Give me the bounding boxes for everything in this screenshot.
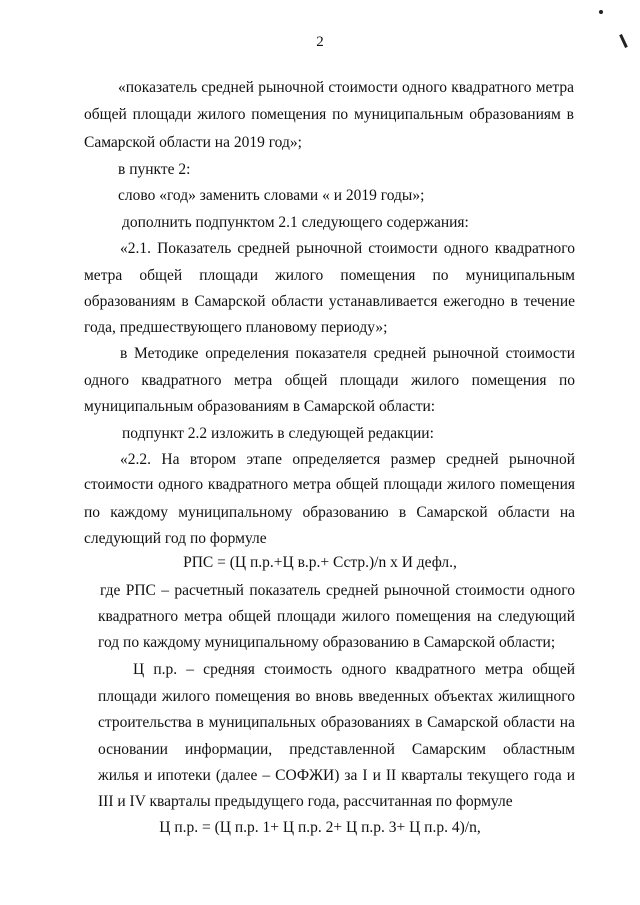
text-line: стоимости одного квадратного метра общей площади жилого помещения bbox=[84, 476, 575, 493]
text-line: образованиям в Самарской области устанавливается ежегодно в течение bbox=[84, 293, 575, 310]
text-line: следующий год по формуле bbox=[84, 530, 267, 547]
text-line: «2.1. Показатель средней рыночной стоимости одного квадратного bbox=[120, 240, 575, 257]
text-line: жилья и ипотеки (далее – СОФЖИ) за I и II кварталы текущего года и bbox=[98, 767, 575, 784]
text-line: площади жилого помещения во вновь введенных объектах жилищного bbox=[98, 688, 575, 705]
text-line: «2.2. На втором этапе определяется размер средней рыночной bbox=[120, 451, 575, 468]
text-line: муниципальным образованиям в Самарской области: bbox=[84, 398, 436, 415]
text-line: года, предшествующего плановому периоду»; bbox=[84, 319, 388, 336]
text-line: III и IV кварталы предыдущего года, рассчитанная по формуле bbox=[98, 793, 513, 810]
text-line: основании информации, представленной Самарским областным bbox=[98, 741, 575, 758]
text-line: в пункте 2: bbox=[118, 161, 191, 178]
page-number: 2 bbox=[316, 34, 324, 50]
formula-cpr: Ц п.р. = (Ц п.р. 1+ Ц п.р. 2+ Ц п.р. 3+ Ц п.р. 4)/n, bbox=[159, 819, 481, 836]
text-line: дополнить подпунктом 2.1 следующего содержания: bbox=[122, 214, 469, 231]
text-line: Ц п.р. – средняя стоимость одного квадратного метра общей bbox=[133, 661, 575, 678]
text-line: слово «год» заменить словами « и 2019 годы»; bbox=[118, 187, 425, 204]
text-line: по каждому муниципальному образованию в Самарской области на bbox=[84, 504, 575, 521]
formula-rps: РПС = (Ц п.р.+Ц в.р.+ Сстр.)/n x И дефл., bbox=[183, 554, 457, 571]
text-line: год по каждому муниципальному образованию в Самарской области; bbox=[98, 634, 556, 651]
text-line: где РПС – расчетный показатель средней рыночной стоимости одного bbox=[100, 582, 575, 599]
text-line: в Методике определения показателя средней рыночной стоимости bbox=[120, 345, 575, 362]
text-line: подпункт 2.2 изложить в следующей редакции: bbox=[122, 425, 434, 442]
scan-mark-dot bbox=[599, 10, 603, 14]
text-line: одного квадратного метра общей площади жилого помещения по bbox=[84, 372, 575, 389]
text-line: квадратного метра общей площади жилого помещения на следующий bbox=[98, 608, 575, 625]
text-line: метра общей площади жилого помещения по муниципальным bbox=[84, 267, 575, 284]
text-line: общей площади жилого помещения по муниципальным образованиям в bbox=[84, 106, 574, 123]
text-line: строительства в муниципальных образованиях в Самарской области на bbox=[98, 714, 575, 731]
text-line: «показатель средней рыночной стоимости одного квадратного метра bbox=[118, 79, 574, 96]
text-line: Самарской области на 2019 год»; bbox=[84, 134, 302, 151]
